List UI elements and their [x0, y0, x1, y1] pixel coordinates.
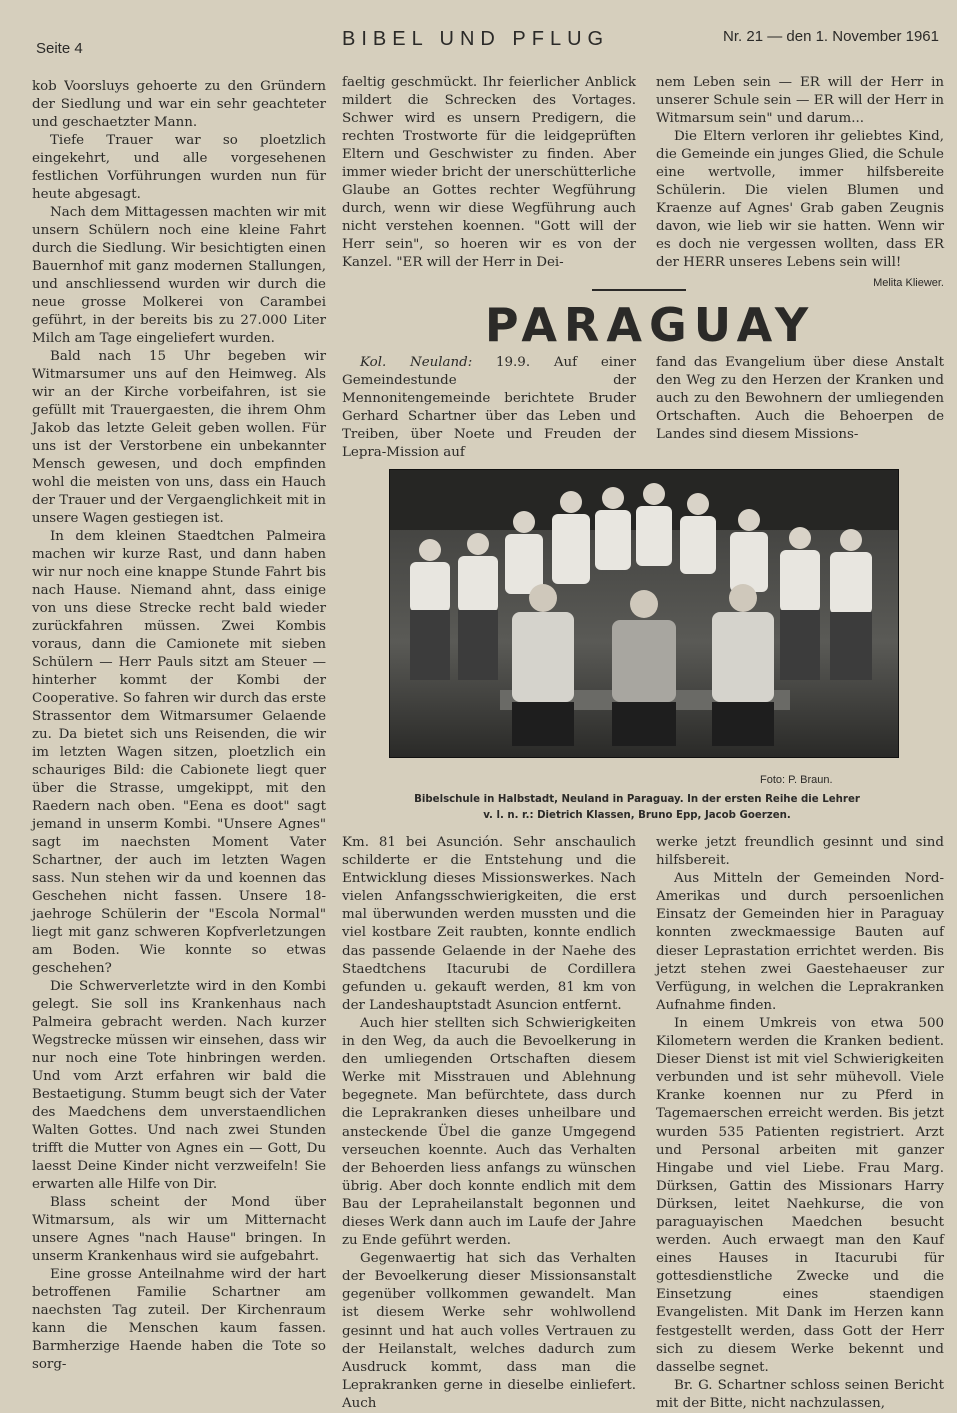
group-photo [389, 469, 899, 758]
column-1 [32, 78, 326, 1374]
author-signature: Melita Kliewer. [873, 277, 944, 289]
paragraph-text: 19.9. Auf einer Gemeindestunde der Mennonitengemeinde berichtete Bruder Gerhard Schartner über das Leben und Treiben, über Noete und Freuden der Lepra-Mission auf [342, 355, 636, 460]
photo-illustration [390, 470, 898, 757]
issue-date: Nr. 21 — den 1. November 1961 [723, 28, 939, 45]
paragraph: Auch hier stellten sich Schwierigkeiten in den Weg, da auch die Bevoelkerung in den umliegenden Ortschaften diesem Werke mit Misstrauen und Ablehnung begegnete. Man befürchtete, dass durch die Leprakranken dieses unheilbare und ansteckende Übel die ganze Umgegend verseuchen koennte. Auch das Verhalten der Behoerden liess anfangs zu wünschen übrig. Aber doch konnte endlich mit dem Bau der Lepraheilanstalt begonnen und dieses Werk dann auch im Laufe der Jahre zu Ende geführt werden. [342, 1015, 636, 1249]
column-2-bottom [342, 834, 636, 1413]
paragraph: Tiefe Trauer war so ploetzlich eingekehrt, und alle vorgesehenen festlichen Vorführungen wurden nun für heute abgesagt. [32, 133, 326, 202]
paragraph: Blass scheint der Mond über Witmarsum, als wir um Mitternacht unsere Agnes "nach Hause" bringen. In unserm Krankenhaus wird sie aufgebahrt. [32, 1195, 326, 1264]
paragraph: Br. G. Schartner schloss seinen Bericht mit der Bitte, nicht nachzulassen, [656, 1377, 944, 1411]
paragraph: Eine grosse Anteilnahme wird der hart betroffenen Familie Schartner am naechsten Tag zuteil. Der Kirchenraum kann die Menschen kaum fassen. Barmherzige Haende haben die Tote so sorg- [32, 1267, 326, 1372]
column-3-middle [656, 354, 944, 444]
page-header [30, 28, 939, 58]
paragraph: faeltig geschmückt. Ihr feierlicher Anblick mildert die Schrecken des Vortages. Schwer wird es unsern Predigern, die rechten Trostworte für die leidgeprüften Eltern und Geschwister zu finden. Aber immer wieder bricht der unerschütterliche Glaube an Gottes rechter Wegführung durch, wenn wir diese Wegführung auch nicht verstehen koennen. "Gott will der Herr sein", so hoeren wir es von der Kanzel. "ER will der Herr in Dei- [342, 75, 636, 270]
caption-line: Bibelschule in Halbstadt, Neuland in Paraguay. In der ersten Reihe die Lehrer [414, 794, 860, 805]
column-2-top [342, 74, 636, 272]
paragraph: Die Eltern verloren ihr geliebtes Kind, die Gemeinde ein junges Glied, die Schule eine wertvolle, immer hilfsbereite Schülerin. Die vielen Blumen und Kraenze auf Agnes' Grab gaben Zeugnis davon, wie lieb wir sie hatten. Wenn wir es doch nie vergessen wollten, dass ER der HERR unseres Lebens sein will! [656, 129, 944, 270]
paragraph: fand das Evangelium über diese Anstalt den Weg zu den Herzen der Kranken und auch zu den Bewohnern der umliegenden Ortschaften. Auch die Behoerpen de Landes sind diesem Missions- [656, 355, 944, 442]
paragraph: Die Schwerverletzte wird in den Kombi gelegt. Sie soll ins Krankenhaus nach Palmeira gebracht werden. Nach kurzer Wegstrecke müssen wir einsehen, dass wir nur noch eine Tote hinbringen werden. Und vom Arzt erfahren wir bald die Bestaetigung. Stumm beugt sich der Vater des Maedchens dem unverstaendlichen Walten Gottes. Und nach zwei Stunden trifft die Mutter von Agnes ein — Gott, Du laesst Deine Kinder nicht verzweifeln! Sie erwarten alle Hilfe von Dir. [32, 979, 326, 1192]
masthead: BIBEL UND PFLUG [342, 28, 610, 50]
section-divider [592, 289, 686, 291]
paragraph: Gegenwaertig hat sich das Verhalten der Bevoelkerung dieser Missionsanstalt gegenüber vollkommen gewandelt. Man ist diesem Werke sehr wohlwollend gesinnt und hat auch volles Vertrauen zu der Heilanstalt, welches dadurch zum Ausdruck kommt, dass man die Leprakranken gerne in dieselbe einliefert. Auch [342, 1251, 636, 1411]
section-title: PARAGUAY [484, 298, 816, 352]
page-number: Seite 4 [36, 40, 83, 57]
paragraph: kob Voorsluys gehoerte zu den Gründern der Siedlung und war ein sehr geachteter und geschaetzter Mann. [32, 79, 326, 130]
paragraph [342, 354, 636, 462]
paragraph: nem Leben sein — ER will der Herr in unserer Schule sein — ER will der Herr in Witmarsum sein" und darum... [656, 75, 944, 126]
paragraph: Bald nach 15 Uhr begeben wir Witmarsumer uns auf den Heimweg. Als wir an der Kirche vorbeifahren, ist sie gefüllt mit Trauergaesten, die ihrem Ohm Jakob das letzte Geleit geben wollen. Für uns ist der Verstorbene ein unbekannter Mensch gewesen, und doch empfinden wohl die meisten von uns, dass ein Hauch der Trauer und der Vergaenglichkeit mit in unsere Wagen gestiegen ist. [32, 349, 326, 526]
paragraph: Nach dem Mittagessen machten wir mit unsern Schülern noch eine kleine Fahrt durch die Siedlung. Wir besichtigten einen Bauernhof mit ganz modernen Stallungen, und anschliessend wurden wir durch die neue grosse Molkerei von Carambei geführt, in der bereits bis zu 27.000 Liter Milch am Tage eingeliefert wurden. [32, 205, 326, 346]
paragraph: Aus Mitteln der Gemeinden Nord-Amerikas und durch persoenlichen Einsatz der Gemeinden hier in Paraguay konnten zweckmaessige Bauten auf dieser Leprastation errichtet werden. Bis jetzt stehen zwei Gaestehaeuser zur Verfügung, in welchen die Leprakranken Aufnahme finden. [656, 871, 944, 1013]
column-2-middle [342, 354, 636, 462]
paragraph: werke jetzt freundlich gesinnt und sind hilfsbereit. [656, 835, 944, 869]
paragraph: Km. 81 bei Asunción. Sehr anschaulich schilderte er die Entstehung und die Entwicklung dieses Missionswerkes. Nach vielen Anfangsschwierigkeiten, die erst mal überwunden werden mussten und die viel kostbare Zeit raubten, konnte endlich das passende Gelaende in der Naehe des Staedtchens Itacurubi de Cordillera gefunden u. gekauft werden, 81 km von der Landeshauptstadt Asuncion entfernt. [342, 835, 636, 1013]
place-label: Kol. Neuland: [360, 355, 473, 370]
paragraph: In einem Umkreis von etwa 500 Kilometern werden die Kranken bedient. Dieser Dienst ist mit viel Schwierigkeiten verbunden und ist sehr mühevoll. Viele Kranke koennen nur zu Pferd in Tagemaerschen erreicht werden. Bis jetzt wurden 535 Patienten registriert. Arzt und Personal arbeiten mit ganzer Hingabe und viel Liebe. Frau Marg. Dürksen, Gattin des Missionars Harry Dürksen, leitet Naehkurse, die von paraguayischen Maedchen besucht werden. Auch erwaegt man den Kauf eines Hauses in Itacurubi für gottesdienstliche Zwecke und die Einsetzung eines staendigen Evangelisten. Mit Dank im Herzen kann festgestellt werden, dass Gott der Herr sich zu diesem Werke bekennt und dasselbe segnet. [656, 1015, 944, 1375]
photo-caption [342, 792, 932, 824]
column-3-top [656, 74, 944, 292]
photo-credit: Foto: P. Braun. [760, 774, 833, 786]
paragraph: In dem kleinen Staedtchen Palmeira machen wir kurze Rast, und dann haben wir nur noch eine knappe Stunde Fahrt bis nach Hause. Niemand ahnt, dass einige von uns diese Strecke recht bald wieder zurückfahren müssen. Zwei Kombis voraus, dann die Camionete mit sieben Schülern — Herr Pauls sitzt am Steuer — hinterher kommt der Kombi der Cooperative. So fahren wir durch das erste Strassentor dem Witmarsumer Gelaende zu. Da bietet sich uns Reisenden, die wir im letzten Wagen sitzen, ploetzlich ein schauriges Bild: die Cabionete liegt quer über die Strasse, umgekippt, mit den Raedern nach oben. "Eena es doot" sagt jemand in unserm Kombi. "Unsere Agnes" sagt im naechsten Moment Vater Schartner, der auch im letzten Wagen sass. Nun stehen wir da und koennen das Geschehen nicht fassen. Unsere 18-jaehroge Schülerin der "Escola Normal" liegt mit ganz schweren Kopfverletzungen am Boden. Wie konnte so etwas geschehen? [32, 529, 326, 976]
column-3-bottom [656, 834, 944, 1413]
caption-line: v. l. n. r.: Dietrich Klassen, Bruno Epp, Jacob Goerzen. [483, 810, 791, 821]
